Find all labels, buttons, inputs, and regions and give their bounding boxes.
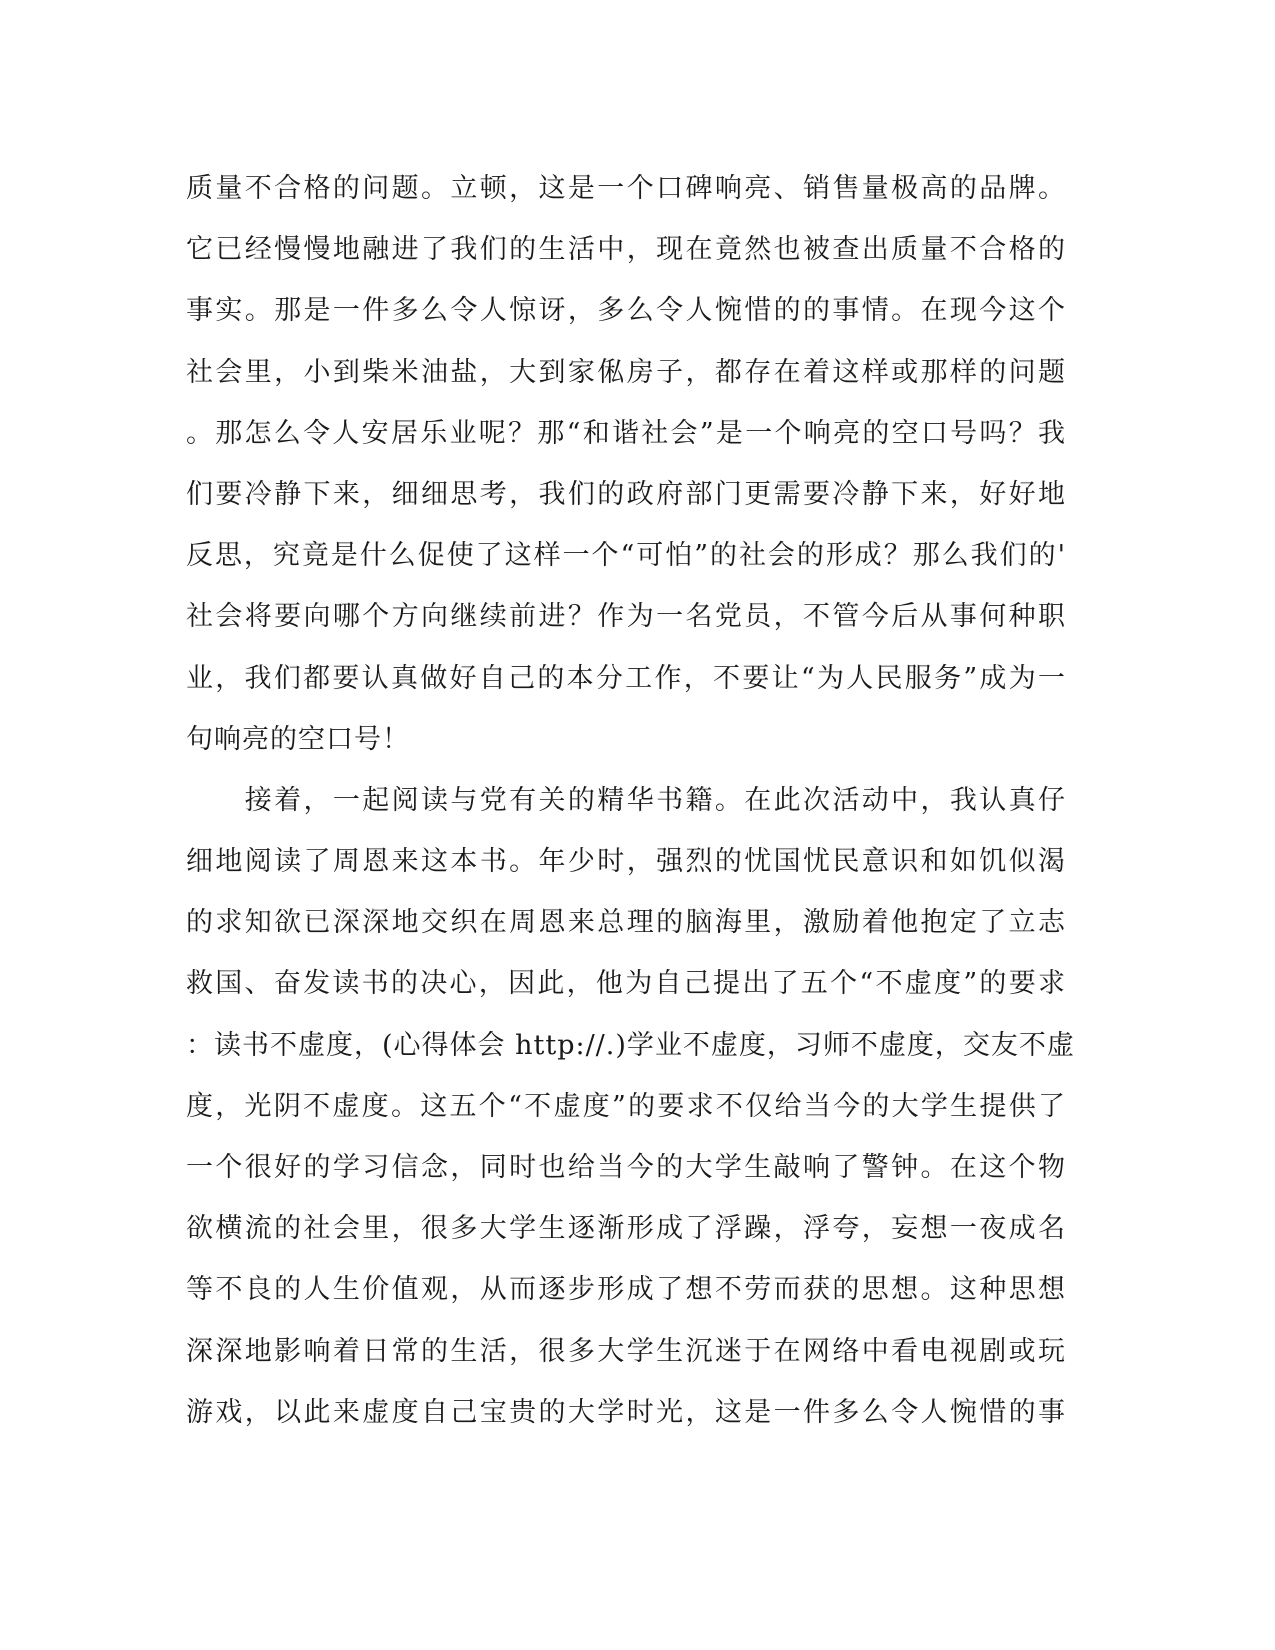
text-line: 欲横流的社会里，很多大学生逐渐形成了浮躁，浮夸，妄想一夜成名 (186, 1213, 1066, 1245)
text-line: 游戏，以此来虚度自己宝贵的大学时光，这是一件多么令人惋惜的事 (186, 1396, 1066, 1428)
text-line: 等不良的人生价值观，从而逐步形成了想不劳而获的思想。这种思想 (186, 1274, 1066, 1306)
text-line: 深深地影响着日常的生活，很多大学生沉迷于在网络中看电视剧或玩 (186, 1335, 1066, 1367)
text-line: 一个很好的学习信念，同时也给当今的大学生敲响了警钟。在这个物 (186, 1152, 1066, 1183)
text-line: 业，我们都要认真做好自己的本分工作，不要让“为人民服务”成为一 (186, 662, 1066, 694)
text-line: 的求知欲已深深地交织在周恩来总理的脑海里，激励着他抱定了立志 (186, 907, 1066, 939)
text-line: 们要冷静下来，细细思考，我们的政府部门更需要冷静下来，好好地 (186, 478, 1066, 510)
text-line: ：读书不虚度，(心得体会 http://.)学业不虚度，习师不虚度，交友不虚 (186, 1029, 1075, 1061)
text-line: 度，光阴不虚度。这五个“不虚度”的要求不仅给当今的大学生提供了 (186, 1090, 1066, 1122)
text-line: 反思，究竟是什么促使了这样一个“可怕”的社会的形成？那么我们的' (186, 540, 1066, 572)
text-line: 社会将要向哪个方向继续前进？作为一名党员，不管今后从事何种职 (186, 601, 1066, 633)
text-line: 社会里，小到柴米油盐，大到家俬房子，都存在着这样或那样的问题 (186, 356, 1066, 388)
document-body (186, 158, 1075, 1443)
paragraph-end-line: 句响亮的空口号！ (186, 723, 410, 755)
paragraph-start-line: 接着，一起阅读与党有关的精华书籍。在此次活动中，我认真仔 (186, 784, 1066, 816)
text-line: 救国、奋发读书的决心，因此，他为自己提出了五个“不虚度”的要求 (186, 968, 1066, 1000)
text-line: 它已经慢慢地融进了我们的生活中，现在竟然也被查出质量不合格的 (186, 234, 1066, 266)
text-line: 事实。那是一件多么令人惊讶，多么令人惋惜的的事情。在现今这个 (186, 295, 1066, 327)
text-line: 。那怎么令人安居乐业呢？那“和谐社会”是一个响亮的空口号吗？我 (186, 417, 1066, 449)
text-line: 质量不合格的问题。立顿，这是一个口碑响亮、销售量极高的品牌。 (186, 173, 1066, 204)
text-line: 细地阅读了周恩来这本书。年少时，强烈的忧国忧民意识和如饥似渴 (186, 846, 1066, 878)
